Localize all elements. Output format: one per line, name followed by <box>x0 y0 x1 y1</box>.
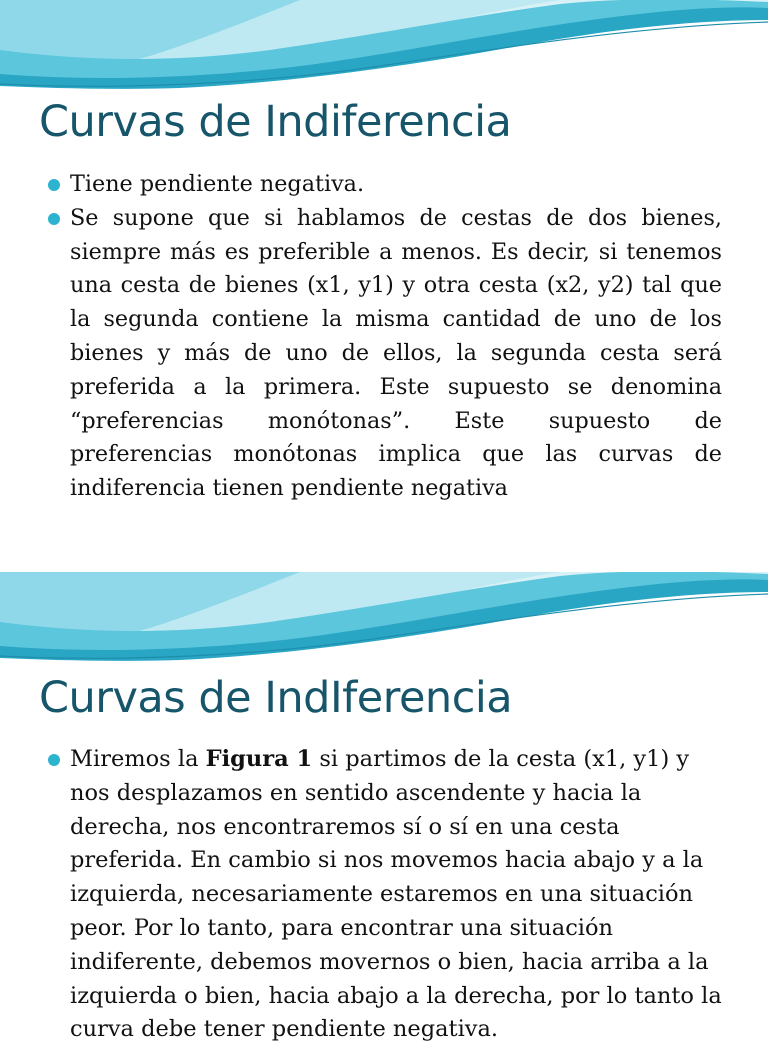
figure-reference: Figura 1 <box>205 746 313 772</box>
wave-header-graphic <box>0 0 768 90</box>
wave-header-graphic <box>0 572 768 662</box>
bullet-text: Tiene pendiente negativa. <box>70 171 365 197</box>
bullet-text-lead: Miremos la <box>70 746 206 772</box>
list-item <box>44 743 724 1047</box>
bullet-list <box>44 743 724 1047</box>
slide-title: Curvas de IndIferencia <box>39 673 513 723</box>
list-item <box>44 202 722 506</box>
bullet-icon <box>48 179 60 191</box>
slide-title: Curvas de Indiferencia <box>39 97 512 147</box>
slide-separator <box>0 560 768 572</box>
bullet-text: Se supone que si hablamos de cestas de dos bienes, siempre más es preferible a menos. Es decir, si tenemos una cesta de bienes (x1, y1) y otra cesta (x2, y2) tal que la segunda contiene la misma cantidad de uno de los bienes y más de uno de ellos, la segunda cesta será preferida a la primera. Este supuesto se denomina “preferencias monótonas”. Este supuesto de preferencias monótonas implica que las curvas de indiferencia tienen pendiente negativa <box>70 204 722 502</box>
bullet-icon <box>48 754 60 766</box>
list-item <box>44 168 722 202</box>
bullet-icon <box>48 213 60 225</box>
bullet-text: si partimos de la cesta (x1, y1) y nos desplazamos en sentido ascendente y hacia la derecha, nos encontraremos sí o sí en una cesta preferida. En cambio si nos movemos hacia abajo y a la izquierda, necesariamente estaremos en una situación peor. Por lo tanto, para encontrar una situación indiferente, debemos movernos o bien, hacia arriba a la izquierda o bien, hacia abajo a la derecha, por lo tanto la curva debe tener pendiente negativa. <box>70 746 722 1043</box>
bullet-list <box>44 168 722 506</box>
